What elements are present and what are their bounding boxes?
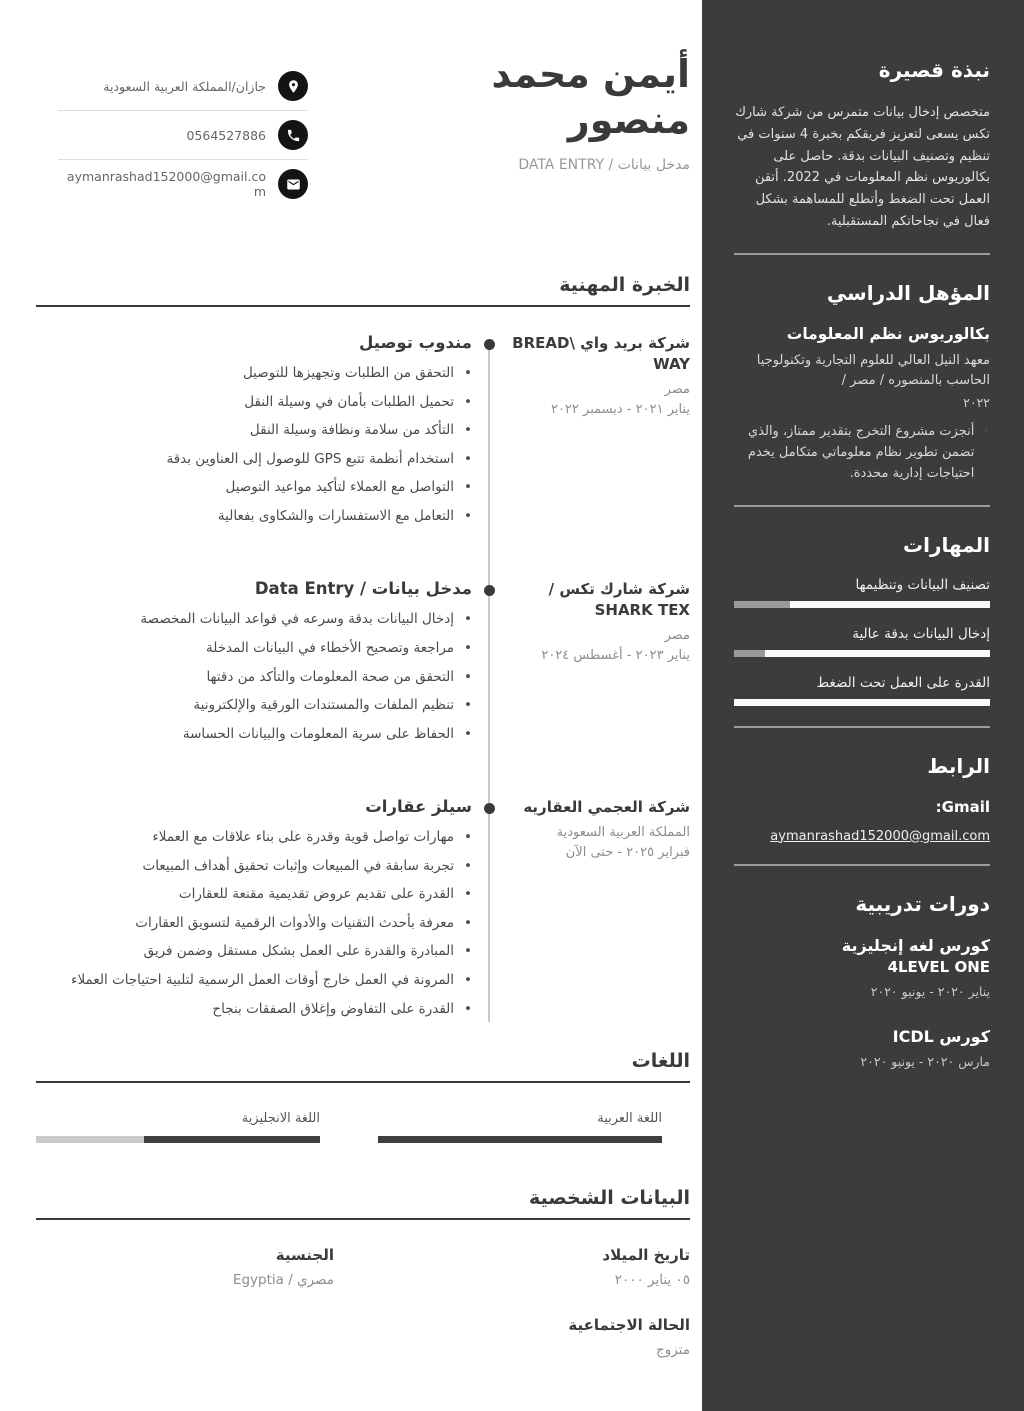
field-label: الحالة الاجتماعية xyxy=(568,1316,690,1335)
bullet-dot: • xyxy=(982,424,990,440)
language-label: اللغة الانجليزية xyxy=(241,1111,320,1127)
job-bullet xyxy=(40,725,472,745)
bullet-dot: • xyxy=(464,943,472,960)
bullet-dot: • xyxy=(464,450,472,467)
bullet-text: تنظيم الملفات والمستندات الورقية والإلكترونية xyxy=(193,697,455,714)
link-section xyxy=(734,754,990,844)
personal-heading: البيانات الشخصية xyxy=(529,1187,690,1210)
bullet-text: التحقق من الطلبات وتجهيزها للتوصيل xyxy=(242,365,455,381)
bullet-dot: • xyxy=(464,639,472,656)
location-icon xyxy=(278,71,308,101)
summary-text: متخصص إدخال بيانات متمرس من شركة شارك تكس يسعى لتعزيز فريقكم بخبرة 4 سنوات في تنظيم وتصنيف البيانات بدقة. حاصل على بكالوريوس نظم المعلومات في 2022. أتقن العمل تحت الضغط وأتطلع للمساهمة بشكل فعال في نجاحاتكم المستقبلية. xyxy=(735,105,990,230)
job-bullet xyxy=(40,478,472,498)
section-rule xyxy=(36,305,690,307)
company-name: شركة بريد واي \BREAD WAY xyxy=(512,334,690,373)
experience-heading: الخبرة المهنية xyxy=(559,274,690,296)
bullet-text: مراجعة وتصحيح الأخطاء في البيانات المدخلة xyxy=(206,639,455,656)
job-bullet xyxy=(40,942,472,962)
job-body xyxy=(36,579,472,753)
bullet-dot: • xyxy=(464,507,472,524)
field-marital-status xyxy=(392,1316,690,1358)
company-location: مصر xyxy=(664,382,690,397)
bullet-text: المبادرة والقدرة على العمل بشكل مستقل وضمن فريق xyxy=(143,943,455,960)
job-bullet xyxy=(40,971,472,991)
bullet-dot: • xyxy=(464,422,472,439)
language-item-arabic xyxy=(378,1111,662,1143)
language-item-english xyxy=(36,1111,320,1143)
skill-bar xyxy=(734,650,990,657)
job-bullet xyxy=(40,639,472,659)
bullet-text: أنجزت مشروع التخرج بتقدير ممتاز، والذي تضمن تطوير نظام معلوماتي متكامل يخدم احتياجات إدارية محددة. xyxy=(747,424,975,481)
link-heading: الرابط xyxy=(927,753,990,778)
courses-section xyxy=(734,892,990,1069)
field-value: ٠٥ يناير ٢٠٠٠ xyxy=(614,1272,690,1289)
personal-grid xyxy=(36,1246,690,1358)
course-subtitle: 4LEVEL ONE xyxy=(887,957,990,976)
job-title: مدخل بيانات / Data Entry xyxy=(254,579,472,599)
contact-row-email xyxy=(58,160,308,208)
contact-row-location xyxy=(58,62,308,111)
job-bullet xyxy=(40,610,472,630)
contact-block xyxy=(58,62,308,208)
summary-section xyxy=(734,58,990,233)
bullet-text: التعامل مع الاستفسارات والشكاوى بفعالية xyxy=(217,507,455,524)
job-bullets xyxy=(40,364,472,526)
skill-bar xyxy=(734,699,990,706)
course-dates: مارس ٢٠٢٠ - يونيو ٢٠٢٠ xyxy=(860,1053,990,1069)
timeline-dot xyxy=(484,339,495,350)
job-title: سيلز عقارات xyxy=(365,797,472,817)
skill-bar-fill xyxy=(734,699,990,706)
bullet-text: إدخال البيانات بدقة وسرعه في قواعد البيانات المخصصة xyxy=(140,611,455,628)
skill-item xyxy=(734,577,990,608)
job-dates: فبراير ٢٠٢٥ - حتى الآن xyxy=(565,845,690,861)
bullet-text: التحقق من صحة المعلومات والتأكد من دقتها xyxy=(206,668,455,685)
education-heading: المؤهل الدراسي xyxy=(826,280,990,305)
course-dates: يناير ٢٠٢٠ - يونيو ٢٠٢٠ xyxy=(870,983,990,999)
bullet-text: استخدام أنظمة تتبع GPS للوصول إلى العناوين بدقة xyxy=(166,450,455,467)
experience-timeline xyxy=(36,333,690,1028)
job-bullet xyxy=(40,507,472,527)
bullet-text: تجربة سابقة في المبيعات وإثبات تحقيق أهداف المبيعات xyxy=(142,857,455,874)
job-entry-3 xyxy=(36,797,690,1028)
field-value: مصري / Egyptia xyxy=(232,1272,334,1289)
skill-item xyxy=(734,675,990,706)
bullet-dot: • xyxy=(464,914,472,931)
section-rule xyxy=(36,1081,690,1083)
field-label: تاريخ الميلاد xyxy=(602,1246,690,1265)
skill-label: القدرة على العمل تحت الضغط xyxy=(816,674,990,691)
contact-email[interactable]: aymanrashad152000@gmail.com xyxy=(66,169,266,199)
course-title: كورس لغه إنجليزية xyxy=(841,935,990,955)
job-info xyxy=(490,333,690,535)
language-bar xyxy=(36,1136,320,1143)
sidebar-divider xyxy=(734,505,990,507)
skill-label: إدخال البيانات بدقة عالية xyxy=(852,625,990,642)
courses-heading: دورات تدريبية xyxy=(855,891,990,916)
education-section xyxy=(734,281,990,485)
phone-icon xyxy=(278,120,308,150)
languages-grid xyxy=(36,1111,690,1143)
bullet-text: تحميل الطلبات بأمان في وسيلة النقل xyxy=(244,393,455,410)
bullet-dot: • xyxy=(464,393,472,410)
job-entry-2 xyxy=(36,579,690,753)
bullet-text: المرونة في العمل خارج أوقات العمل الرسمية لتلبية احتياجات العملاء xyxy=(71,972,455,988)
company-location: مصر xyxy=(664,628,690,644)
course-title: كورس ICDL xyxy=(892,1026,990,1046)
job-bullet xyxy=(40,364,472,384)
job-title: مندوب توصيل xyxy=(358,333,472,352)
bullet-dot: • xyxy=(464,725,472,742)
sidebar xyxy=(702,0,1024,1411)
language-bar xyxy=(378,1136,662,1143)
job-entry-1 xyxy=(36,333,690,535)
person-name: أيمن محمد منصور xyxy=(491,52,690,142)
job-bullet xyxy=(40,828,472,848)
personal-section xyxy=(36,1187,690,1358)
bullet-dot: • xyxy=(464,972,472,988)
bullet-text: معرفة بأحدث التقنيات والأدوات الرقمية لتسويق العقارات xyxy=(135,914,455,931)
contact-phone: 0564527886 xyxy=(186,127,266,143)
language-label: اللغة العربية xyxy=(597,1111,662,1127)
company-name: شركة شارك تكس / SHARK TEX xyxy=(548,580,690,620)
gmail-link[interactable]: aymanrashad152000@gmail.com xyxy=(770,828,990,844)
bullet-dot: • xyxy=(464,886,472,903)
job-bullet xyxy=(40,857,472,877)
name-block xyxy=(450,52,690,173)
field-value: متزوج xyxy=(656,1342,690,1359)
field-birthdate xyxy=(392,1246,690,1288)
institution: معهد النيل العالي للعلوم التجارية وتكنولوجيا الحاسب بالمنصوره / مصر / xyxy=(756,352,990,389)
job-body xyxy=(36,797,472,1028)
job-bullet xyxy=(40,914,472,934)
bullet-dot: • xyxy=(464,697,472,714)
bullet-dot: • xyxy=(464,829,472,846)
company-location: المملكة العربية السعودية xyxy=(556,825,690,841)
skills-section xyxy=(734,533,990,706)
job-dates: يناير ٢٠٢٣ - أغسطس ٢٠٢٤ xyxy=(541,648,690,664)
email-icon xyxy=(278,169,308,199)
bullet-text: التواصل مع العملاء لتأكيد مواعيد التوصيل xyxy=(225,479,455,496)
job-info xyxy=(490,579,690,753)
field-label: الجنسية xyxy=(275,1246,334,1265)
language-bar-fill xyxy=(378,1136,662,1143)
languages-heading: اللغات xyxy=(631,1050,690,1073)
bullet-dot: • xyxy=(464,1000,472,1017)
job-bullet xyxy=(40,696,472,716)
bullet-dot: • xyxy=(464,857,472,874)
education-bullet xyxy=(734,422,990,484)
sidebar-divider xyxy=(734,864,990,866)
section-rule xyxy=(36,1218,690,1220)
job-bullet xyxy=(40,421,472,441)
gmail-label: Gmail: xyxy=(935,797,990,816)
experience-section xyxy=(36,274,690,1028)
contact-row-phone xyxy=(58,111,308,160)
job-bullet xyxy=(40,393,472,413)
skill-bar xyxy=(734,601,990,608)
bullet-text: القدرة على تقديم عروض تقديمية مقنعة للعقارات xyxy=(178,886,455,903)
skill-bar-fill xyxy=(765,650,990,657)
sidebar-divider xyxy=(734,726,990,728)
person-job-title: مدخل بيانات / DATA ENTRY xyxy=(518,157,690,174)
job-bullet xyxy=(40,1000,472,1020)
job-bullets xyxy=(40,828,472,1019)
bullet-text: التأكد من سلامة ونظافة وسيلة النقل xyxy=(249,422,455,439)
bullet-text: القدرة على التفاوض وإغلاق الصفقات بنجاح xyxy=(212,1000,455,1017)
job-bullet xyxy=(40,668,472,688)
job-bullets xyxy=(40,610,472,744)
languages-section xyxy=(36,1050,690,1143)
company-name: شركة العجمي العقاريه xyxy=(523,798,690,817)
graduation-year: ٢٠٢٢ xyxy=(963,395,990,411)
skill-item xyxy=(734,626,990,657)
skill-label: تصنيف البيانات وتنظيمها xyxy=(855,576,990,593)
course-item xyxy=(734,1027,990,1069)
bullet-dot: • xyxy=(464,479,472,496)
bullet-dot: • xyxy=(464,611,472,628)
bullet-text: مهارات تواصل قوية وقدرة على بناء علاقات مع العملاء xyxy=(152,829,455,846)
bullet-text: الحفاظ على سرية المعلومات والبيانات الحساسة xyxy=(182,725,455,742)
job-info xyxy=(490,797,690,1028)
field-nationality xyxy=(36,1246,334,1288)
job-dates: يناير ٢٠٢١ - ديسمبر ٢٠٢٢ xyxy=(550,402,690,417)
bullet-dot: • xyxy=(464,365,472,381)
degree-title: بكالوريوس نظم المعلومات xyxy=(786,324,990,343)
header xyxy=(36,52,690,208)
course-item xyxy=(734,936,990,999)
sidebar-divider xyxy=(734,253,990,255)
job-body xyxy=(36,333,472,535)
summary-heading: نبذة قصيرة xyxy=(878,58,990,82)
language-bar-fill xyxy=(144,1136,320,1143)
job-bullet xyxy=(40,450,472,470)
skills-heading: المهارات xyxy=(903,532,990,557)
skill-bar-fill xyxy=(790,601,990,608)
job-bullet xyxy=(40,885,472,905)
bullet-dot: • xyxy=(464,668,472,685)
contact-location: جازان/المملكة العربية السعودية xyxy=(103,78,266,94)
